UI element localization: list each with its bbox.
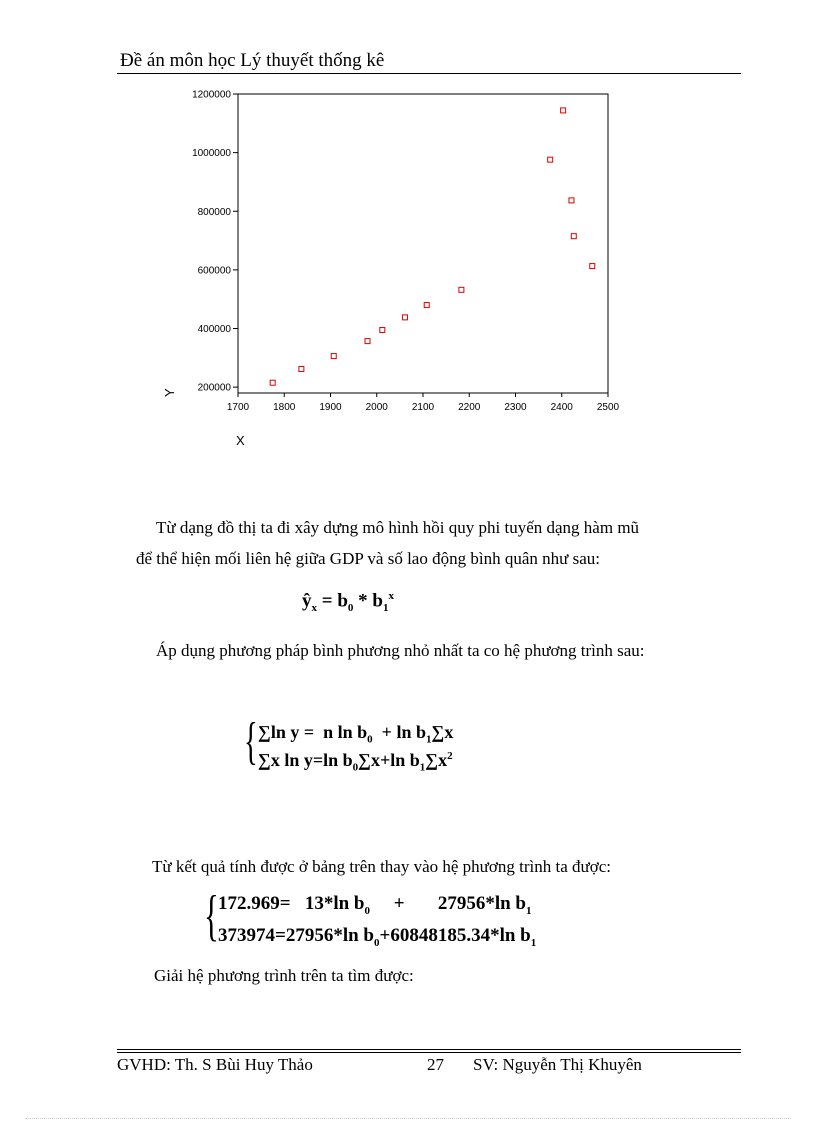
scatter-point xyxy=(571,234,576,239)
page-number: 27 xyxy=(427,1055,444,1074)
paragraph-line: Giải hệ phương trình trên ta tìm được: xyxy=(154,966,414,985)
scatter-point xyxy=(331,354,336,359)
y-axis-ticks xyxy=(192,90,238,394)
term: x xyxy=(371,750,380,770)
equals: = xyxy=(303,722,315,742)
superscript: 2 xyxy=(447,750,453,762)
plot-frame xyxy=(238,94,608,393)
subscript: 0 xyxy=(364,904,370,917)
term: x xyxy=(444,722,454,742)
coefficient: 27956 xyxy=(285,925,334,946)
formula-b1-sup: x xyxy=(388,590,394,602)
scatter-point xyxy=(548,157,553,162)
formula-lhs-sub: x xyxy=(311,602,317,615)
header-rule xyxy=(117,73,741,74)
scatter-point xyxy=(424,303,429,308)
scatter-point xyxy=(561,108,566,113)
paragraph-line: để thể hiện mối liên hệ giữa GDP và số lao động bình quân như sau: xyxy=(136,549,600,568)
coefficient: 172.969 xyxy=(218,893,280,914)
scatter-chart xyxy=(150,80,650,460)
page-bottom-border xyxy=(25,1118,791,1119)
term: ln b xyxy=(396,722,426,742)
plus: + xyxy=(393,893,405,914)
sum-symbol: ∑ xyxy=(258,722,271,742)
page-header-title: Đề án môn học Lý thuyết thống kê xyxy=(120,50,385,71)
equals: = xyxy=(312,750,324,770)
formula-b0: b xyxy=(337,590,348,612)
coefficient: 13 xyxy=(304,893,324,914)
formula-lhs: ŷ xyxy=(302,590,312,612)
main-formula xyxy=(302,590,394,614)
data-points xyxy=(270,108,595,385)
paragraph-line: Từ kết quả tính được ở bảng trên thay vào hệ phương trình ta được: xyxy=(152,857,611,876)
footer-supervisor: GVHD: Th. S Bùi Huy Thảo xyxy=(117,1055,313,1074)
sum-symbol: ∑ xyxy=(358,750,371,770)
scatter-point xyxy=(380,327,385,332)
x-axis-label: X xyxy=(236,433,245,448)
multiply: * xyxy=(485,893,495,914)
subscript: 0 xyxy=(367,733,373,746)
system1-brace: { xyxy=(244,713,258,770)
y-tick-label: 1200000 xyxy=(192,89,231,101)
multiply: * xyxy=(490,925,500,946)
x-tick-label: 1900 xyxy=(319,402,342,413)
scatter-point xyxy=(270,380,275,385)
scatter-point xyxy=(459,287,464,292)
formula-mul: * xyxy=(358,590,368,612)
equals: = xyxy=(275,925,286,946)
x-tick-label: 1800 xyxy=(273,402,296,413)
footer-student: SV: Nguyễn Thị Khuyên xyxy=(473,1055,642,1074)
y-tick-label: 400000 xyxy=(197,324,231,336)
coefficient: 373974 xyxy=(218,925,275,946)
sum-symbol: ∑ xyxy=(258,750,271,770)
system2-row2 xyxy=(218,925,536,949)
formula-eq: = xyxy=(321,590,333,612)
y-axis-label: Y xyxy=(162,388,177,397)
subscript: 1 xyxy=(419,761,426,774)
term: x ln y xyxy=(270,750,313,770)
multiply: * xyxy=(323,893,334,914)
term: ln y xyxy=(270,722,300,742)
term: ln b xyxy=(499,925,531,946)
x-tick-label: 1700 xyxy=(226,402,250,413)
coefficient: 27956 xyxy=(437,893,486,914)
paragraph-line: Từ dạng đồ thị ta đi xây dựng mô hình hồi quy phi tuyến dạng hàm mũ xyxy=(156,518,640,537)
scatter-point xyxy=(569,198,574,203)
subscript: 0 xyxy=(374,936,380,949)
subscript: 0 xyxy=(352,761,359,774)
x-tick-label: 2000 xyxy=(365,402,388,413)
paragraph-line: Áp dụng phương pháp bình phương nhỏ nhất ta co hệ phương trình sau: xyxy=(156,641,645,660)
x-tick-label: 2500 xyxy=(596,402,620,413)
plus: + xyxy=(379,925,391,946)
x-tick-label: 2100 xyxy=(411,402,435,413)
term: ln b xyxy=(333,893,365,914)
x-tick-label: 2400 xyxy=(550,402,573,413)
x-tick-label: 2300 xyxy=(504,402,527,413)
formula-b0-sub: 0 xyxy=(347,602,354,615)
system2-row1 xyxy=(218,893,532,917)
plus: + xyxy=(381,722,392,742)
scatter-point xyxy=(365,339,370,344)
formula-b1-sub: 1 xyxy=(382,602,389,615)
system2-brace: { xyxy=(204,885,219,947)
sum-symbol: ∑ xyxy=(425,750,439,770)
x-tick-label: 2200 xyxy=(458,402,481,413)
y-tick-label: 600000 xyxy=(197,265,231,277)
term: ln b xyxy=(323,750,353,770)
system1-row1 xyxy=(258,722,453,746)
system1-row2 xyxy=(258,750,453,774)
footer-rule xyxy=(117,1052,741,1053)
subscript: 1 xyxy=(530,936,537,949)
y-tick-label: 1000000 xyxy=(192,148,231,160)
term: ln b xyxy=(342,925,374,946)
plus: + xyxy=(380,750,391,770)
scatter-point xyxy=(402,315,407,320)
subscript: 1 xyxy=(425,733,432,746)
term: n ln b xyxy=(323,722,368,742)
term: ln b xyxy=(390,750,420,770)
term: ln b xyxy=(494,893,526,914)
multiply: * xyxy=(333,925,343,946)
y-tick-label: 800000 xyxy=(197,206,231,218)
scatter-point xyxy=(590,264,595,269)
scatter-point xyxy=(299,366,304,371)
equals: = xyxy=(279,893,291,914)
coefficient: 60848185.34 xyxy=(390,925,491,946)
footer-rule xyxy=(117,1049,741,1050)
subscript: 1 xyxy=(526,904,532,917)
x-axis-ticks xyxy=(227,393,620,413)
formula-b1: b xyxy=(372,590,383,612)
term: x xyxy=(438,750,448,770)
sum-symbol: ∑ xyxy=(431,722,445,742)
y-tick-label: 200000 xyxy=(197,382,231,394)
